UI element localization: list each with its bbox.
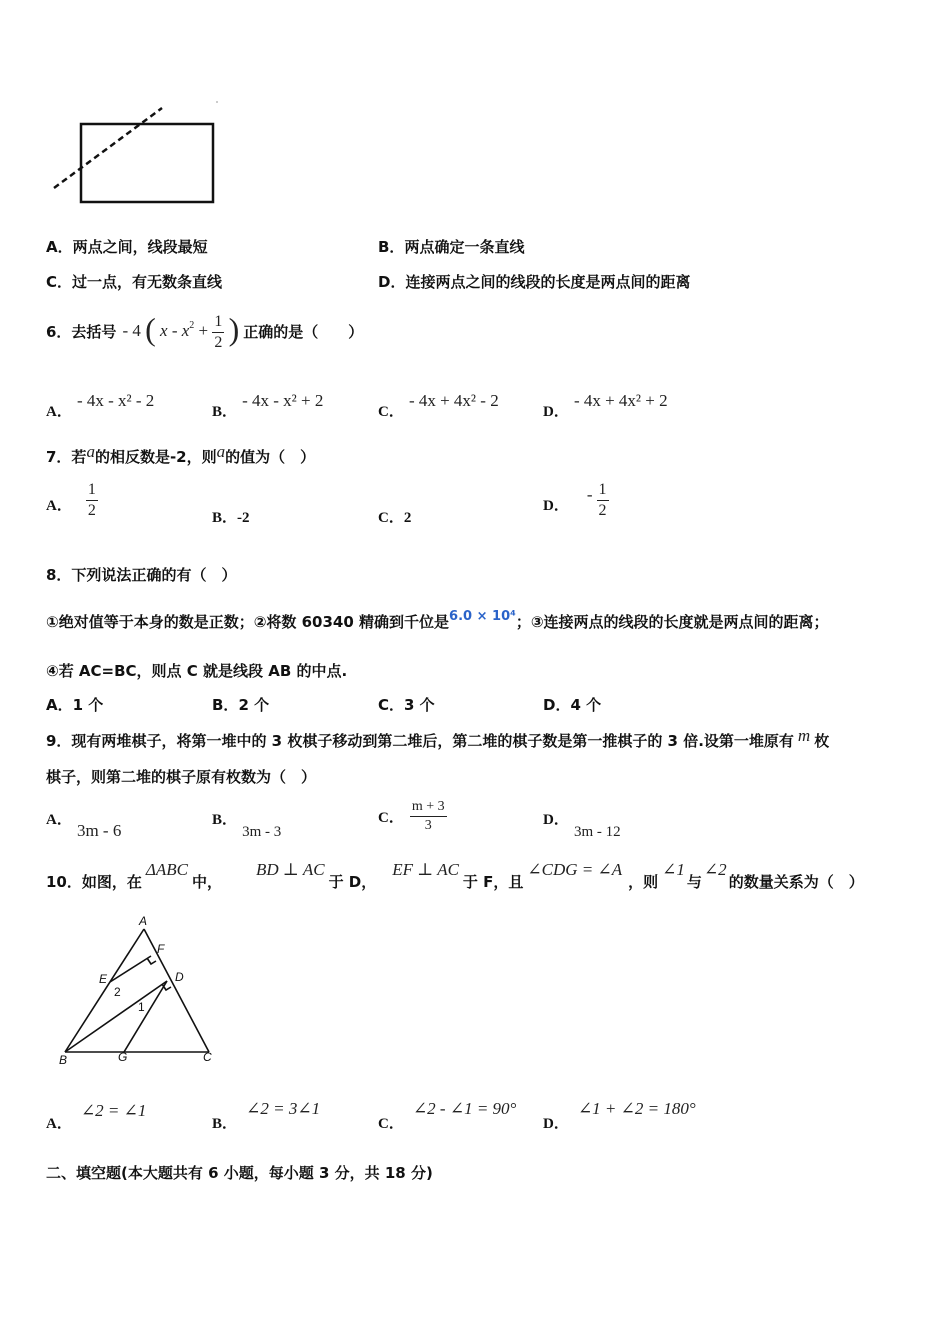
side-ab bbox=[65, 929, 144, 1052]
q7-option-d[interactable]: D． - $\frac{1}{2}$ bbox=[543, 481, 607, 519]
q10-stem: 10．如图，在 ΔABC 中， BD ⊥ AC 于 D， EF ⊥ AC 于 F，且 ∠CDG = ∠A ，则 ∠1 与 ∠2 的数量关系为（ ） bbox=[46, 860, 864, 891]
q5-option-d[interactable]: D．连接两点之间的线段的长度是两点间的距离 bbox=[378, 273, 691, 291]
q10-option-c[interactable]: C． ∠2 - ∠1 = 90° bbox=[378, 1099, 517, 1132]
q6-option-c[interactable]: C． - 4x + 4x² - 2 bbox=[378, 391, 499, 420]
q9-stem-line2: 棋子，则第二堆的棋子原有枚数为（ ） bbox=[46, 768, 317, 786]
q9-option-c[interactable]: C． $\frac{m + 3}{3}$ bbox=[378, 799, 445, 833]
q6-option-b[interactable]: B． - 4x - x² + 2 bbox=[212, 391, 324, 420]
section-heading: 二、填空题(本大题共有 6 小题，每小题 3 分，共 18 分) bbox=[46, 1164, 433, 1182]
right-angle-f bbox=[147, 958, 156, 964]
q9-option-b[interactable]: B． 3m - 3 bbox=[212, 812, 282, 840]
segment-ef bbox=[110, 956, 151, 982]
label-A: A bbox=[139, 914, 148, 928]
q8-statement-line1: ①绝对值等于本身的数是正数；②将数 60340 精确到千位是6.0 × 10⁴；③连接两点的线段的长度就是两点间的距离； bbox=[46, 609, 829, 631]
label-B: B bbox=[59, 1053, 68, 1067]
q10-option-a[interactable]: A． ∠2 = ∠1 bbox=[46, 1101, 147, 1132]
q9-option-d[interactable]: D． 3m - 12 bbox=[543, 812, 621, 840]
q10-option-d[interactable]: D． ∠1 + ∠2 = 180° bbox=[543, 1099, 696, 1132]
triangle-abc-figure bbox=[52, 912, 232, 1072]
q8-option-c[interactable]: C．3 个 bbox=[378, 696, 435, 714]
q5-option-b[interactable]: B．两点确定一条直线 bbox=[378, 238, 525, 256]
label-G: G bbox=[118, 1050, 128, 1064]
label-F: F bbox=[157, 942, 165, 956]
q6-option-d[interactable]: D． - 4x + 4x² + 2 bbox=[543, 391, 668, 420]
q7-option-b[interactable]: B．-2 bbox=[212, 510, 250, 526]
q7-option-a[interactable]: A． $\frac{1}{2}$ bbox=[46, 481, 96, 519]
q5-option-c[interactable]: C．过一点，有无数条直线 bbox=[46, 273, 223, 291]
q9-stem-line1: 9．现有两堆棋子，将第一堆中的 3 枚棋子移动到第二堆后，第二堆的棋子数是第一推棋子的 3 倍.设第一堆原有 m 枚 bbox=[46, 726, 830, 750]
segment-gd bbox=[124, 981, 167, 1052]
q6-expression: - 4 ( x - $x^2$ + $\frac{1}{2}$ ) bbox=[122, 311, 240, 351]
q8-option-a[interactable]: A．1 个 bbox=[46, 696, 104, 714]
label-E: E bbox=[99, 972, 108, 986]
q7-stem: 7．若a的相反数是-2，则a的值为（ ） bbox=[46, 442, 316, 466]
q8-statement-line2: ④若 AC=BC，则点 C 就是线段 AB 的中点. bbox=[46, 662, 348, 680]
q6-option-a[interactable]: A． - 4x - x² - 2 bbox=[46, 391, 155, 420]
q8-stem: 8．下列说法正确的有（ ） bbox=[46, 566, 237, 584]
right-angle-d bbox=[162, 984, 171, 990]
q8-option-b[interactable]: B．2 个 bbox=[212, 696, 270, 714]
q6-stem: 6．去括号 - 4 ( x - $x^2$ + $\frac{1}{2}$ ) 正确的是（ ） bbox=[46, 311, 364, 351]
label-C: C bbox=[203, 1050, 212, 1064]
label-D: D bbox=[175, 970, 184, 984]
q5-option-a[interactable]: A．两点之间，线段最短 bbox=[46, 238, 208, 256]
q8-sci-notation: 6.0 × 10⁴ bbox=[449, 609, 516, 624]
q7-option-c[interactable]: C．2 bbox=[378, 510, 412, 526]
label-angle-1: 1 bbox=[138, 1000, 145, 1014]
label-angle-2: 2 bbox=[114, 985, 121, 999]
q10-option-b[interactable]: B． ∠2 = 3∠1 bbox=[212, 1099, 321, 1132]
q8-option-d[interactable]: D．4 个 bbox=[543, 696, 602, 714]
q9-option-a[interactable]: A． 3m - 6 bbox=[46, 812, 122, 840]
rectangle-dashed-line-figure bbox=[50, 100, 230, 210]
